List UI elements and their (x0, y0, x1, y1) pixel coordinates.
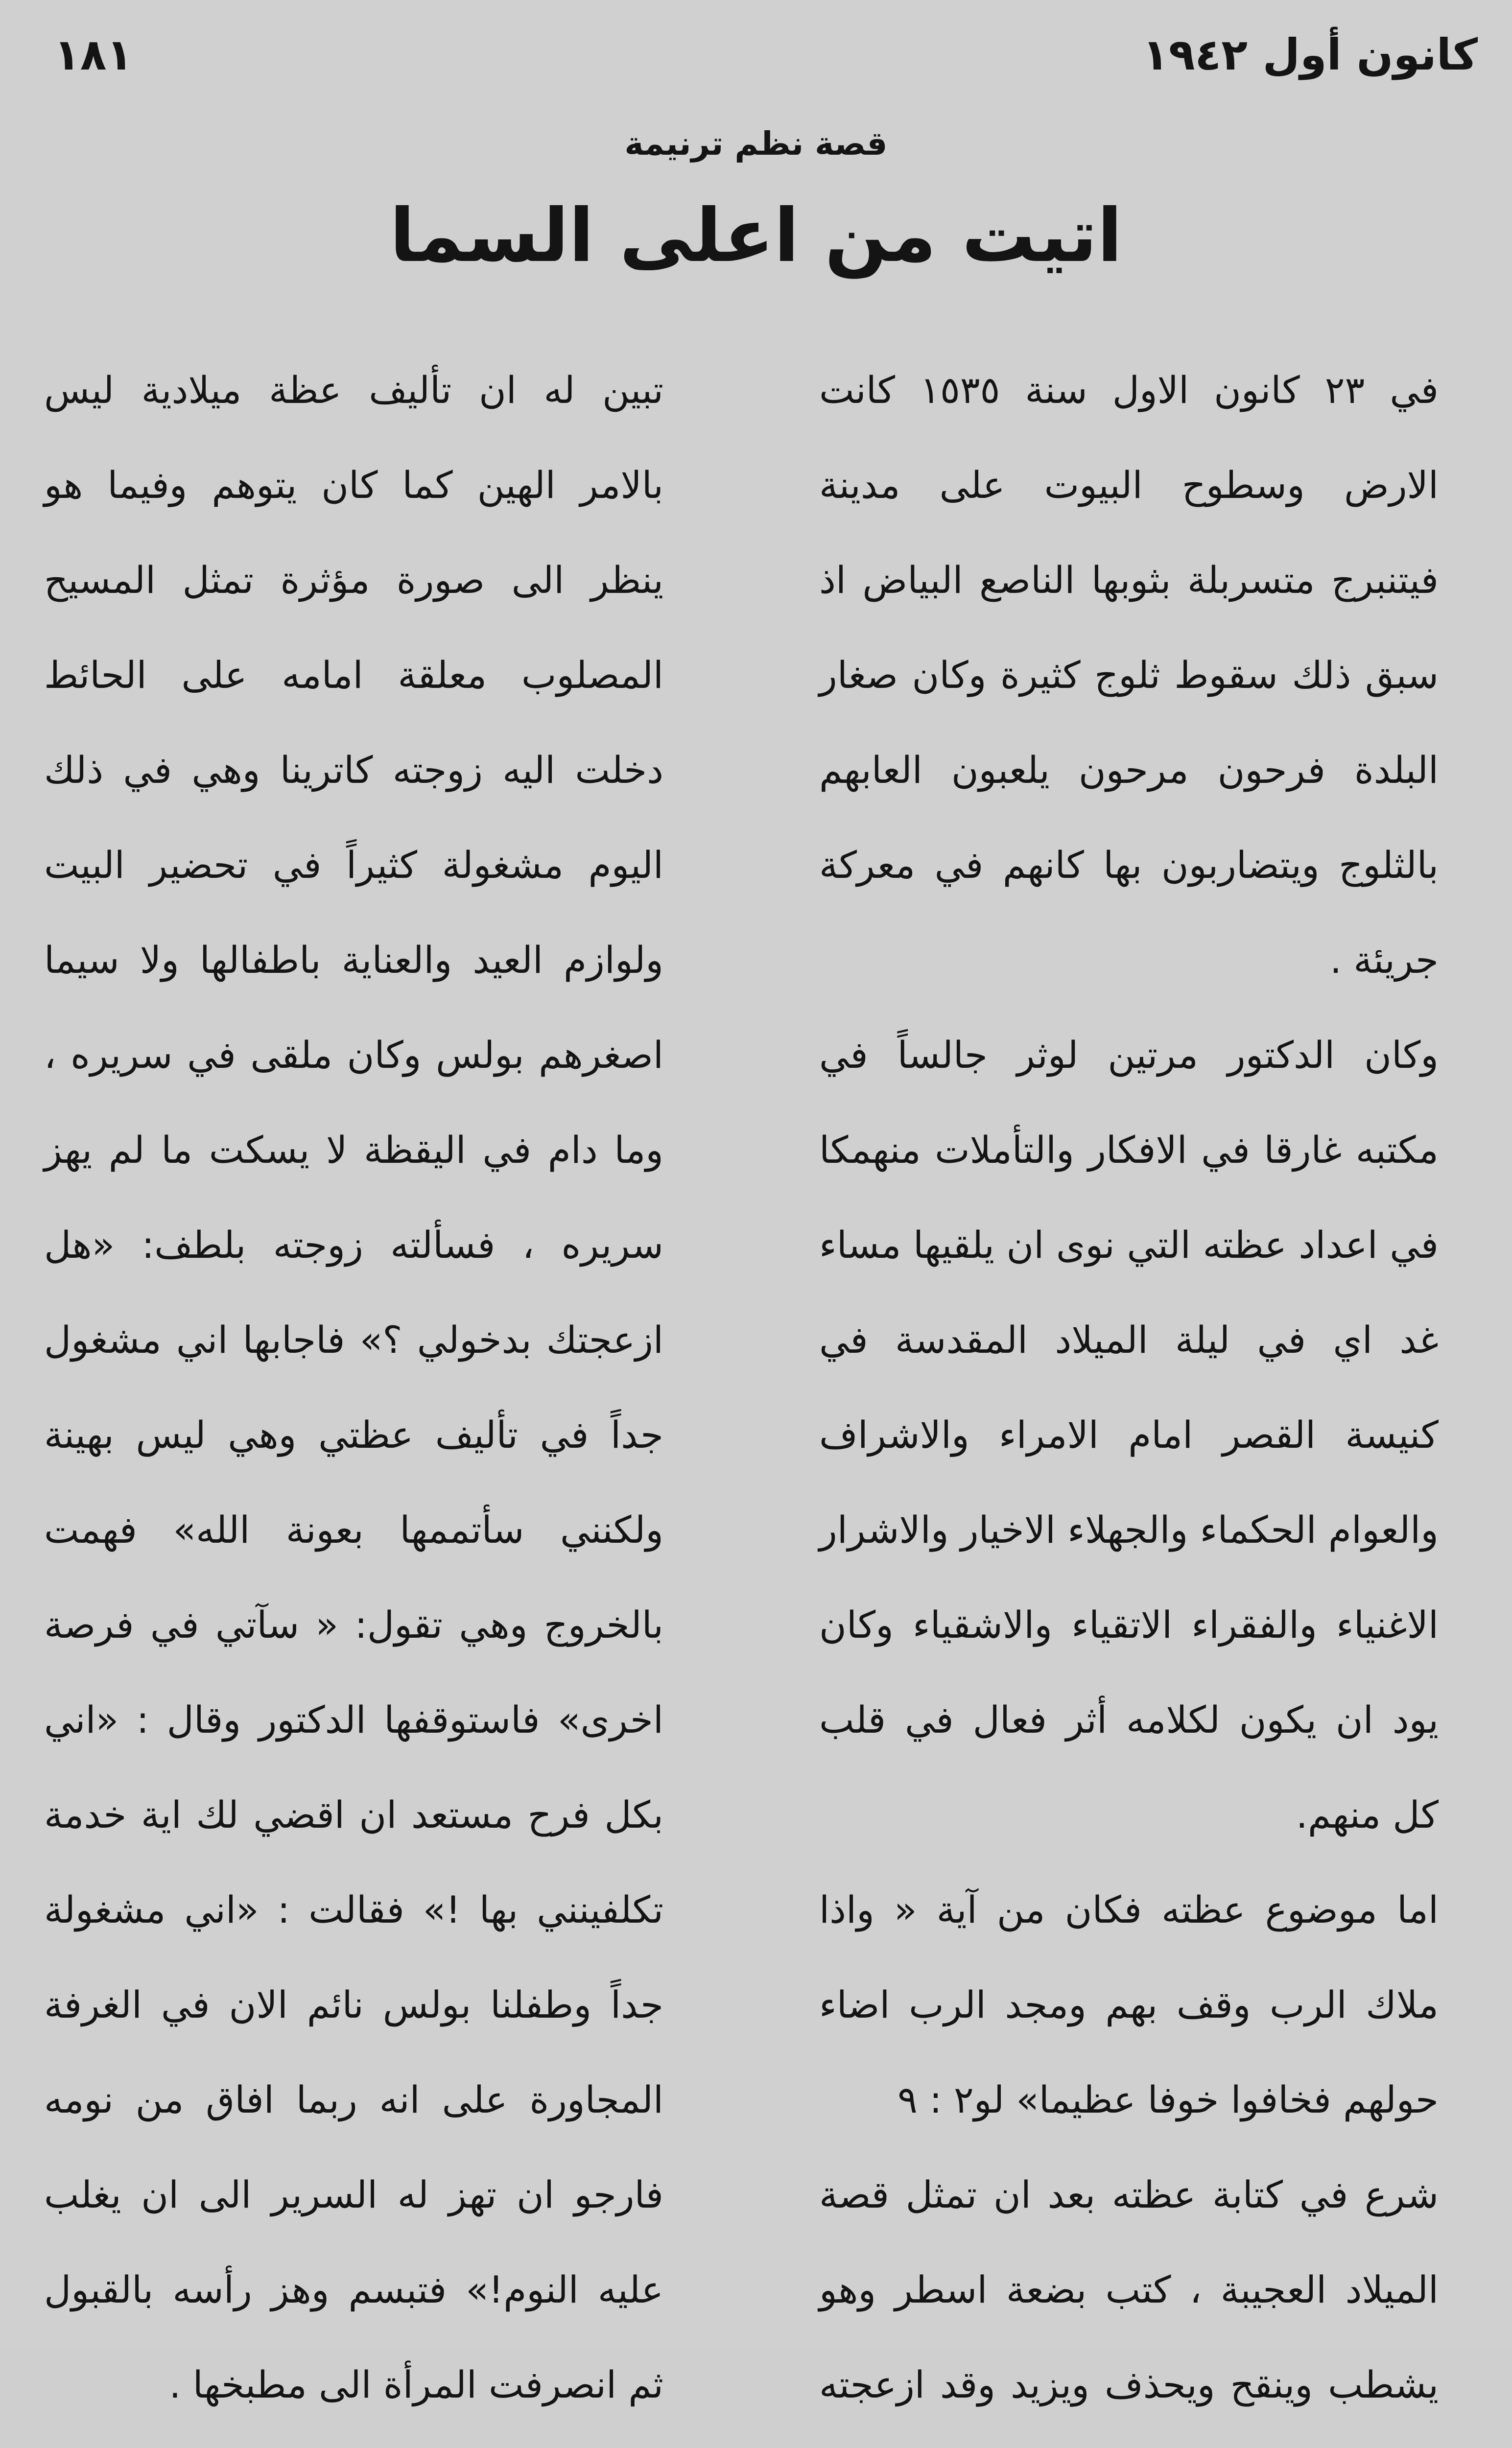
right-column (819, 343, 1439, 2406)
page-number: ١٨١ (54, 29, 133, 80)
paragraph: اما موضوع عظته فكان من آية « واذا ملاك الرب وقف بهم ومجد الرب اضاء حولهم فخافوا خوفا عظيما» لو٢ : ٩ (819, 1888, 1439, 2121)
left-column (44, 343, 663, 2406)
header-date: كانون أول ١٩٤٢ (1142, 29, 1478, 80)
paragraph (44, 2432, 663, 2448)
paragraph: تبين له ان تأليف عظة ميلادية ليس بالامر الهين كما كان يتوهم وفيما هو ينظر الى صورة مؤثرة تمثل المسيح المصلوب معلقة امامه على الحائط دخلت اليه زوجته كاترينا وهي في ذلك اليوم مشغولة كثيراً في تحضير البيت ولوازم العيد والعناية باطفالها ولا سيما اصغرهم بولس وكان ملقى في سريره ، وما دام في اليقظة لا يسكت ما لم يهز سريره ، فسألته زوجته بلطف: «هل ازعجتك بدخولي ؟» فاجابها اني مشغول جداً في تأليف عظتي وهي ليس بهينة ولكنني سأتممها بعونة الله» فهمت بالخروج وهي تقول: « سآتي في فرصة اخرى» فاستوقفها الدكتور وقال : «اني بكل فرح مستعد ان اقضي لك اية خدمة تكلفينني بها !» فقالت : «اني مشغولة جداً وطفلنا بولس نائم الان في الغرفة المجاورة على انه ربما افاق من نومه فارجو ان تهز له السرير الى ان يغلب عليه النوم!» فتبسم وهز رأسه بالقبول ثم انصرفت المرأة الى مطبخها . (44, 368, 663, 2406)
article-kicker: قصة نظم ترنيمة (624, 125, 888, 163)
paragraph: شرع في كتابة عظته بعد ان تمثل قصة الميلاد العجيبة ، كتب بضعة اسطر وهو يشطب وينقح ويحذف ويزيد وقد ازعجته (819, 2173, 1439, 2406)
paragraph: في ٢٣ كانون الاول سنة ١٥٣٥ كانت الارض وسطوح البيوت على مدينة فيتنبرج متسربلة بثوبها الناصع البياض اذ سبق ذلك سقوط ثلوج كثيرة وكان صغار البلدة فرحون مرحون يلعبون العابهم بالثلوج ويتضاربون بها كانهم في معركة جريئة . (819, 368, 1439, 982)
article-title: اتيت من اعلى السما (389, 193, 1123, 279)
paragraph: وكان الدكتور مرتين لوثر جالساً في مكتبه غارقا في الافكار والتأملات منهمكا في اعداد عظته التي نوى ان يلقيها مساء غد اي في ليلة الميلاد المقدسة في كنيسة القصر امام الامراء والاشراف والعوام الحكماء والجهلاء الاخيار والاشرار الاغنياء والفقراء الاتقياء والاشقياء وكان يود ان يكون لكلامه أثر فعال في قلب كل منهم. (819, 1033, 1439, 1836)
